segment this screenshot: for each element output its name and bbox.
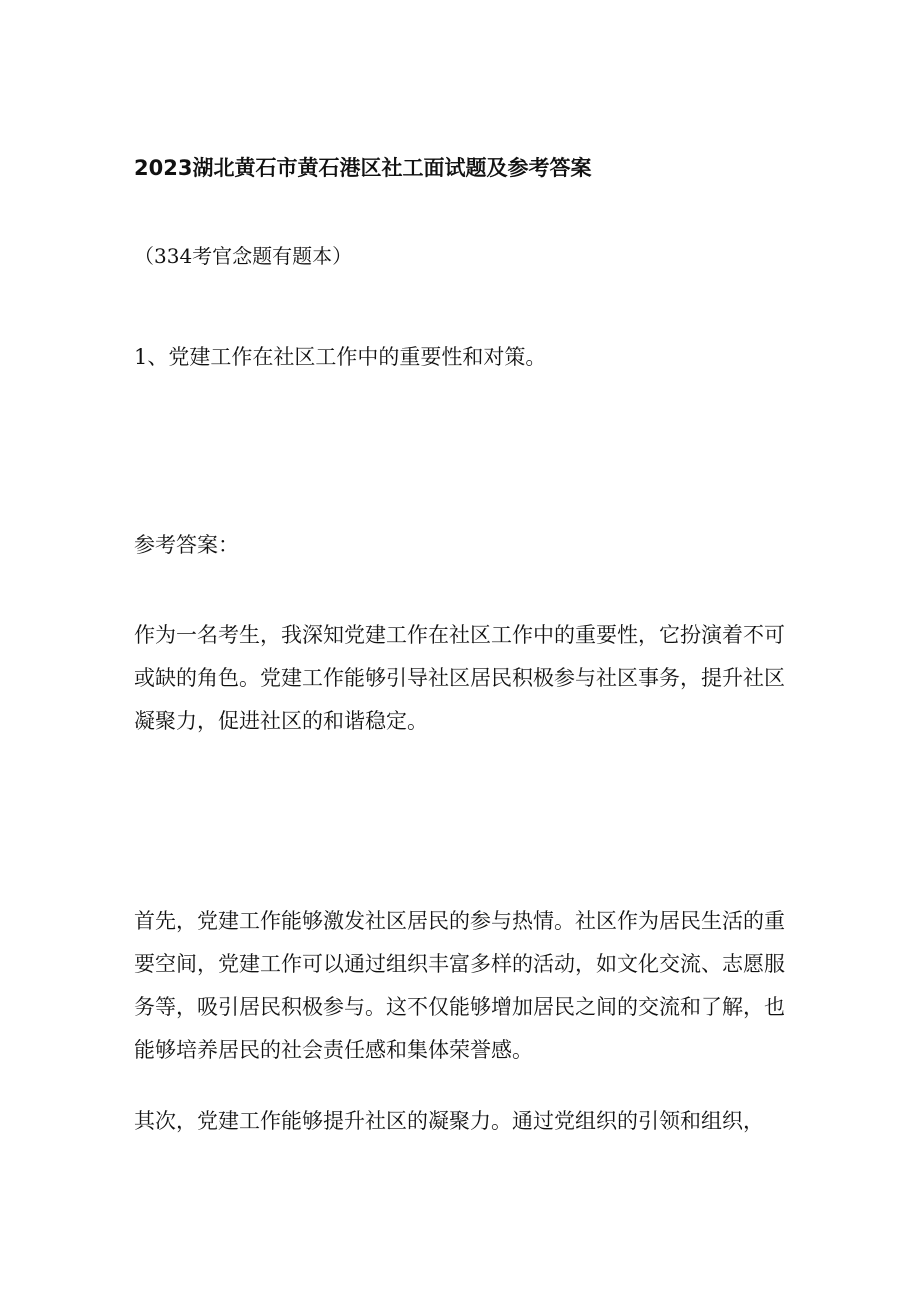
answer-paragraph: 首先，党建工作能够激发社区居民的参与热情。社区作为居民生活的重要空间，党建工作可以通过组织丰富多样的活动，如文化交流、志愿服务等，吸引居民积极参与。这不仅能够增加居民之间的交流和了解，也能够培养居民的社会责任感和集体荣誉感。 — [134, 909, 785, 1062]
document-note: （334考官念题有题本） — [134, 244, 353, 268]
answer-paragraph: 其次，党建工作能够提升社区的凝聚力。通过党组织的引领和组织， — [134, 1109, 764, 1133]
answer-paragraph: 作为一名考生，我深知党建工作在社区工作中的重要性，它扮演着不可或缺的角色。党建工作能够引导社区居民积极参与社区事务，提升社区凝聚力，促进社区的和谐稳定。 — [134, 623, 785, 733]
answer-label: 参考答案： — [134, 533, 239, 557]
question-text: 1、党建工作在社区工作中的重要性和对策。 — [134, 345, 547, 369]
document-title: 2023湖北黄石市黄石港区社工面试题及参考答案 — [134, 156, 592, 180]
